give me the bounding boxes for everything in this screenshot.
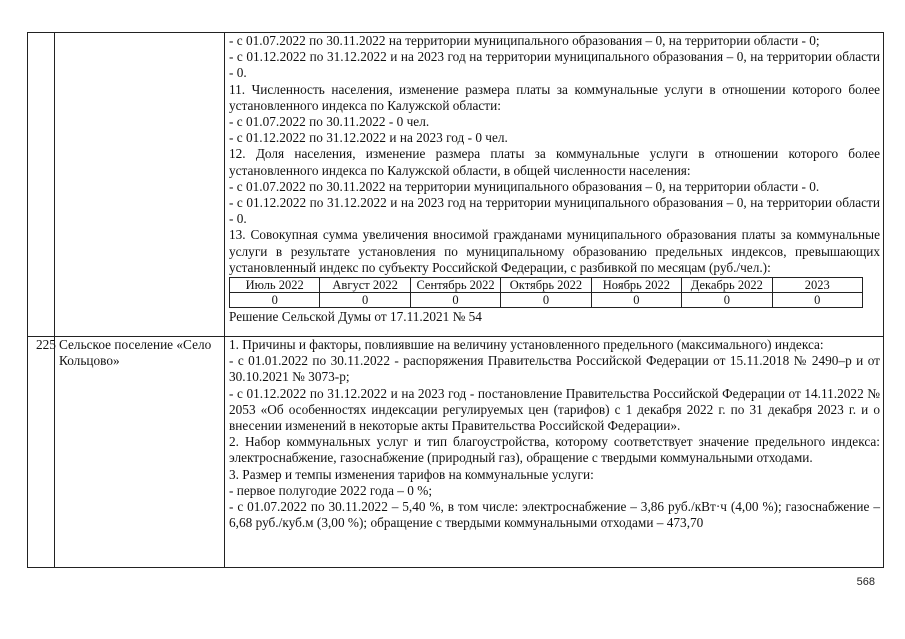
text-line: 13. Совокупная сумма увеличения вносимой гражданами муниципального образования платы за коммунальные услуги в результате установления по муниципальному образованию предельных индексов, превышающих установленный индекс по субъекту Российской Федерации, с разбивкой по месяцам (руб./чел.): <box>229 227 880 275</box>
text-line: - с 01.07.2022 по 30.11.2022 – 5,40 %, в том числе: электроснабжение – 3,86 руб./кВт·ч (4,00 %); газоснабжение – 6,68 руб./куб.м (3,00 %); обращение с твердыми коммунальными отходами – 473,70 <box>229 499 880 531</box>
months-header-row <box>230 278 863 293</box>
month-header: Ноябрь 2022 <box>591 278 681 293</box>
month-header: Июль 2022 <box>230 278 320 293</box>
text-line: - с 01.12.2022 по 31.12.2022 и на 2023 год на территории муниципального образования – 0, на территории области - 0. <box>229 49 880 81</box>
decision-reference: Решение Сельской Думы от 17.11.2021 № 54 <box>229 309 482 325</box>
document-table <box>27 32 884 568</box>
info-cell <box>225 337 884 568</box>
text-line: - с 01.01.2022 по 30.11.2022 - распоряжения Правительства Российской Федерации от 15.11.2018 № 2490–р и от 30.10.2021 № 3073-р; <box>229 353 880 385</box>
page-number: 568 <box>856 576 875 588</box>
month-value: 0 <box>591 293 681 308</box>
text-line: 3. Размер и темпы изменения тарифов на коммунальные услуги: <box>229 466 594 482</box>
municipality-cell <box>55 33 225 337</box>
text-line: - с 01.12.2022 по 31.12.2022 и на 2023 год на территории муниципального образования – 0, на территории области - 0. <box>229 195 880 227</box>
month-header: Сентябрь 2022 <box>410 278 500 293</box>
info-cell <box>225 33 884 337</box>
month-value: 0 <box>410 293 500 308</box>
month-header: 2023 <box>772 278 862 293</box>
text-line: 1. Причины и факторы, повлиявшие на величину установленного предельного (максимального) индекса: <box>229 337 824 352</box>
month-value: 0 <box>772 293 862 308</box>
row-number-cell: 225 <box>28 337 55 568</box>
row-number-cell <box>28 33 55 337</box>
text-line: 2. Набор коммунальных услуг и тип благоустройства, которому соответствует значение предельного индекса: электроснабжение, газоснабжение (природный газ), обращение с твердыми коммунальными отходами. <box>229 434 880 466</box>
text-line: 11. Численность населения, изменение размера платы за коммунальные услуги в отношении которого более установленного индекса по Калужской области: <box>229 81 880 113</box>
text-line: - первое полугодие 2022 года – 0 %; <box>229 482 433 498</box>
table-row <box>28 33 884 337</box>
text-line: - с 01.07.2022 по 30.11.2022 на территории муниципального образования – 0, на территории области - 0; <box>229 33 820 48</box>
municipality-cell: Сельское поселение «Село Кольцово» <box>55 337 225 568</box>
text-line: 12. Доля населения, изменение размера платы за коммунальные услуги в отношении которого более установленного индекса по Калужской области, в общей численности населения: <box>229 146 880 178</box>
month-value: 0 <box>682 293 772 308</box>
month-value: 0 <box>501 293 591 308</box>
text-line: - с 01.12.2022 по 31.12.2022 и на 2023 год - 0 чел. <box>229 130 508 146</box>
text-line: - с 01.12.2022 по 31.12.2022 и на 2023 год - постановление Правительства Российской Федерации от 14.11.2022 № 2053 «Об особенностях индексации регулируемых цен (тарифов) с 1 декабря 2022 г. по 31 декабря 2023 г. и о внесении изменений в некоторые акты Правительства Российской Федерации». <box>229 385 880 434</box>
monthly-increase-table <box>229 277 863 308</box>
month-value: 0 <box>230 293 320 308</box>
month-header: Август 2022 <box>320 278 410 293</box>
month-header: Декабрь 2022 <box>682 278 772 293</box>
text-line: - с 01.07.2022 по 30.11.2022 - 0 чел. <box>229 114 430 130</box>
month-header: Октябрь 2022 <box>501 278 591 293</box>
table-row <box>28 337 884 568</box>
month-value: 0 <box>320 293 410 308</box>
months-value-row <box>230 293 863 308</box>
text-line: - с 01.07.2022 по 30.11.2022 на территории муниципального образования – 0, на территории области - 0. <box>229 178 820 194</box>
